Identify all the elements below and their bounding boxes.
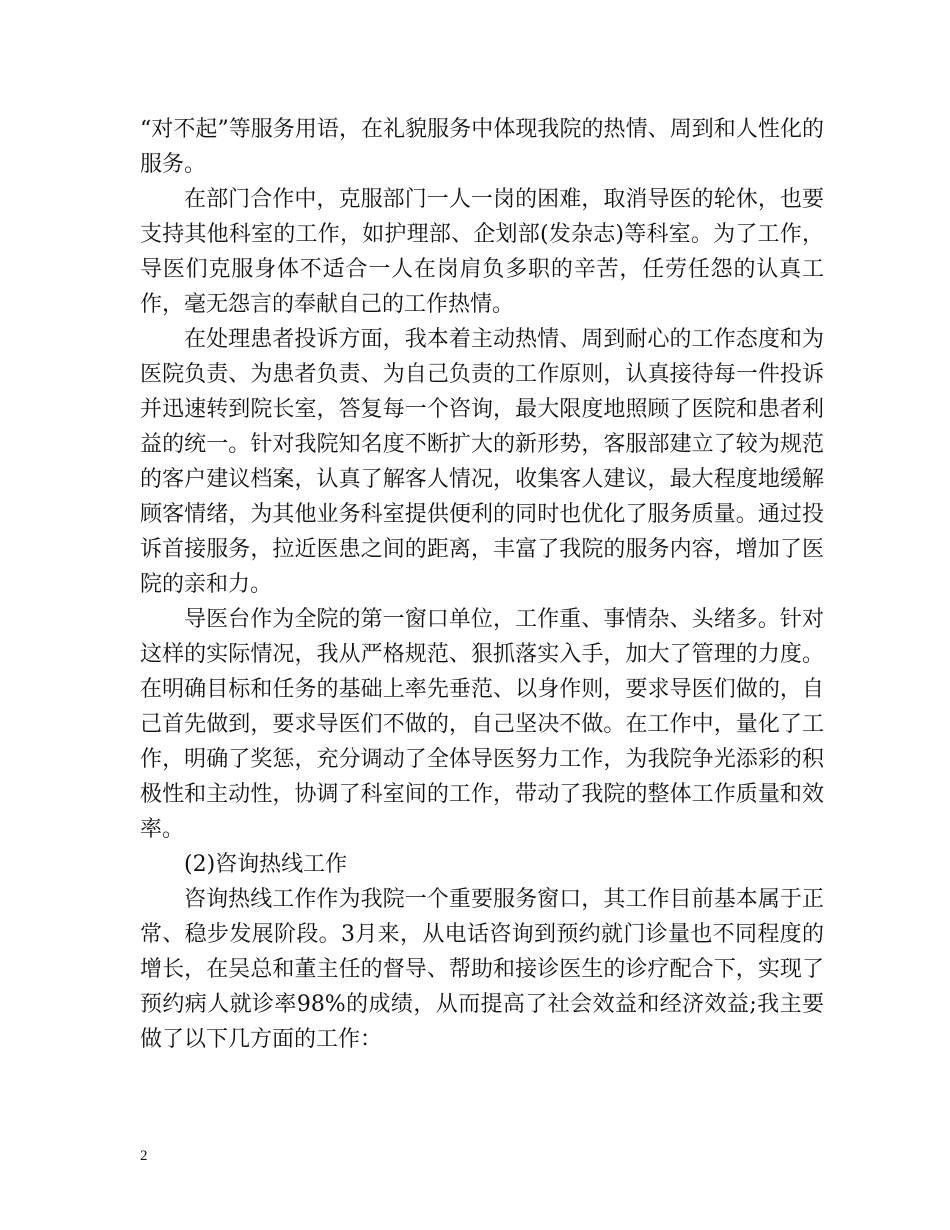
paragraph-1: “对不起”等服务用语，在礼貌服务中体现我院的热情、周到和人性化的服务。: [140, 117, 824, 177]
paragraph-5: 咨询热线工作作为我院一个重要服务窗口，其工作目前基本属于正常、稳步发展阶段。3月来，从电话咨询到预约就门诊量也不同程度的增长，在吴总和董主任的督导、帮助和接诊医生的诊疗配合下，实现了预约病人就诊率98%的成绩，从而提高了社会效益和经济效益;我主要做了以下几方面的工作：: [140, 887, 824, 1052]
document-body: [140, 112, 824, 1057]
page-number: 2: [140, 1148, 148, 1164]
paragraph-2: 在部门合作中，克服部门一人一岗的困难，取消导医的轮休，也要支持其他科室的工作，如护理部、企划部(发杂志)等科室。为了工作，导医们克服身体不适合一人在岗肩负多职的辛苦，任劳任怨的认真工作，毫无怨言的奉献自己的工作热情。: [140, 187, 824, 317]
paragraph-4: 导医台作为全院的第一窗口单位，工作重、事情杂、头绪多。针对这样的实际情况，我从严格规范、狠抓落实入手，加大了管理的力度。在明确目标和任务的基础上率先垂范、以身作则，要求导医们做的，自己首先做到，要求导医们不做的，自己坚决不做。在工作中，量化了工作，明确了奖惩，充分调动了全体导医努力工作，为我院争光添彩的积极性和主动性，协调了科室间的工作，带动了我院的整体工作质量和效率。: [140, 607, 824, 842]
section-heading: (2)咨询热线工作: [184, 852, 348, 877]
paragraph-3: 在处理患者投诉方面，我本着主动热情、周到耐心的工作态度和为医院负责、为患者负责、为自己负责的工作原则，认真接待每一件投诉并迅速转到院长室，答复每一个咨询，最大限度地照顾了医院和患者利益的统一。针对我院知名度不断扩大的新形势，客服部建立了较为规范的客户建议档案，认真了解客人情况，收集客人建议，最大程度地缓解顾客情绪，为其他业务科室提供便利的同时也优化了服务质量。通过投诉首接服务，拉近医患之间的距离，丰富了我院的服务内容，增加了医院的亲和力。: [140, 327, 824, 597]
